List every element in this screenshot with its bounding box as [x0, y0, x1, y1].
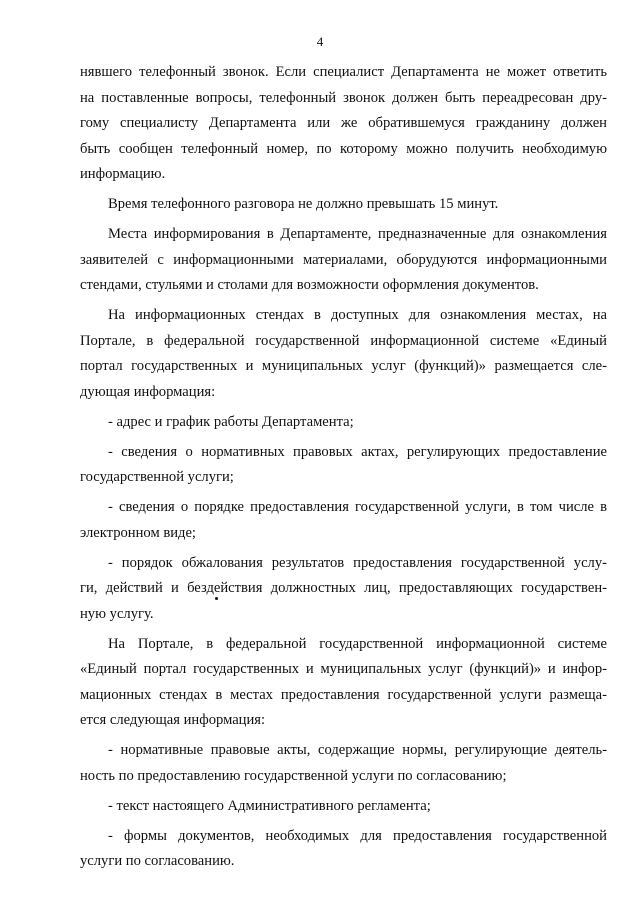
text-line: быть сообщен телефонный номер, по которому можно получить необходимую: [80, 140, 607, 157]
text-line: - нормативные правовые акты, содержащие нормы, регулирующие деятель-: [108, 742, 607, 758]
text-line: Места информирования в Департаменте, предназначенные для ознакомления: [108, 226, 607, 242]
text-line: ги, действий и бездействия должностных лиц, предоставляющих государствен-: [80, 580, 607, 596]
paragraph-call-duration: [80, 192, 607, 218]
text-line: портал государственных и муниципальных услуг (функций)» размещается сле-: [80, 358, 607, 374]
paragraph-call-redirect: [80, 60, 607, 188]
list-item-legal-acts: [80, 440, 607, 491]
page-number: 4: [316, 34, 324, 49]
text-line: заявителей с информационными материалами, оборудуются информационными: [80, 251, 607, 268]
text-line: электронном виде;: [80, 524, 196, 541]
paragraph-info-places: [80, 222, 607, 299]
text-line: ность по предоставлению государственной услуги по согласованию;: [80, 767, 507, 784]
text-line: информацию.: [80, 166, 166, 182]
text-line: услуги по согласованию.: [80, 853, 235, 869]
text-line: гому специалисту Департамента или же обратившемуся гражданину должен: [80, 115, 607, 131]
text-line: - формы документов, необходимых для предоставления государственной: [108, 827, 607, 844]
scan-speck-dot: [215, 597, 218, 600]
list-item-address: [80, 410, 607, 436]
text-line: «Единый портал государственных и муниципальных услуг (функций)» и инфор-: [80, 661, 607, 677]
text-line: ную услугу.: [80, 605, 154, 622]
text-line: - сведения о порядке предоставления государственной услуги, в том числе в: [108, 499, 607, 515]
text-line: ется следующая информация:: [80, 712, 266, 728]
list-item-procedure: [80, 495, 607, 546]
text-line: мационных стендах в местах предоставления государственной услуги размеща-: [80, 686, 607, 703]
text-line: стендами, стульями и столами для возможности оформления документов.: [80, 277, 539, 293]
text-line: - текст настоящего Административного регламента;: [108, 797, 431, 814]
paragraph-info-stands: [80, 303, 607, 405]
list-item-appeal: [80, 551, 607, 628]
text-line: государственной услуги;: [80, 469, 234, 485]
text-line: На Портале, в федеральной государственной информационной системе: [108, 635, 607, 652]
text-line: нявшего телефонный звонок. Если специалист Департамента не может ответить: [80, 64, 607, 80]
text-line: - порядок обжалования результатов предоставления государственной услу-: [108, 554, 607, 571]
document-body: [80, 60, 607, 879]
text-line: дующая информация:: [80, 383, 216, 400]
paragraph-portal-info: [80, 632, 607, 734]
text-line: На информационных стендах в доступных для ознакомления местах, на: [108, 307, 607, 323]
text-line: на поставленные вопросы, телефонный звонок должен быть переадресован дру-: [80, 89, 607, 106]
list-item-normative-acts: [80, 738, 607, 789]
list-item-regulation-text: [80, 794, 607, 820]
text-line: - адрес и график работы Департамента;: [108, 413, 354, 430]
list-item-document-forms: [80, 824, 607, 875]
text-line: Портале, в федеральной государственной информационной системе «Единый: [80, 332, 607, 349]
text-line: Время телефонного разговора не должно превышать 15 минут.: [108, 196, 499, 212]
text-line: - сведения о нормативных правовых актах, регулирующих предоставление: [108, 443, 607, 460]
